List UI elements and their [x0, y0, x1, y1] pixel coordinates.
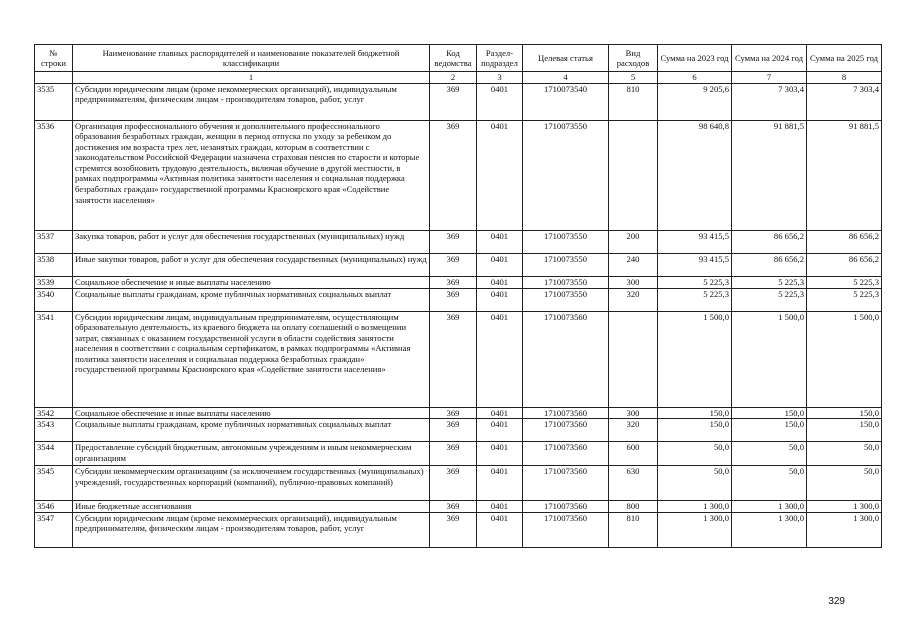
row-number: 3540	[35, 288, 73, 311]
row-number: 3544	[35, 442, 73, 466]
col-number: 8	[807, 72, 882, 84]
sum-2025: 1 300,0	[807, 501, 882, 513]
sum-2025: 150,0	[807, 419, 882, 442]
table-row	[35, 311, 882, 407]
col-number: 7	[732, 72, 807, 84]
expense-type: 300	[609, 407, 658, 419]
sum-2025: 50,0	[807, 466, 882, 501]
col-number: 6	[658, 72, 732, 84]
col-header-department-code: Код ведомства	[430, 45, 477, 72]
department-code: 369	[430, 288, 477, 311]
sum-2023: 93 415,5	[658, 230, 732, 253]
page-number: 329	[828, 596, 845, 607]
table-row	[35, 407, 882, 419]
col-number: 1	[73, 72, 430, 84]
expense-type: 810	[609, 512, 658, 547]
sum-2025: 86 656,2	[807, 230, 882, 253]
col-header-row-number: № строки	[35, 45, 73, 72]
target-article: 1710073550	[523, 230, 609, 253]
row-name: Субсидии юридическим лицам, индивидуальным предпринимателям, осуществляющим образовательную деятельность, из краевого бюджета на оплату соглашений о возмещении затрат, связанных с оказанием государственной услуги в области содействия занятости населения в соответствии с социальным сертификатом, в рамках подпрограммы «Активная политика занятости населения и социальная поддержка безработных граждан» государственной программы Красноярского края «Содействие занятости населения»	[73, 311, 430, 407]
sum-2025: 91 881,5	[807, 120, 882, 230]
sum-2023: 1 300,0	[658, 501, 732, 513]
sum-2024: 7 303,4	[732, 83, 807, 120]
department-code: 369	[430, 230, 477, 253]
section-code: 0401	[477, 288, 523, 311]
department-code: 369	[430, 419, 477, 442]
expense-type: 810	[609, 83, 658, 120]
sum-2023: 50,0	[658, 466, 732, 501]
table-row	[35, 83, 882, 120]
sum-2025: 5 225,3	[807, 276, 882, 288]
target-article: 1710073550	[523, 120, 609, 230]
row-number: 3537	[35, 230, 73, 253]
row-number: 3547	[35, 512, 73, 547]
section-code: 0401	[477, 442, 523, 466]
col-header-sum-2025: Сумма на 2025 год	[807, 45, 882, 72]
table-row	[35, 276, 882, 288]
col-header-name: Наименование главных распорядителей и наименование показателей бюджетной классификации	[73, 45, 430, 72]
expense-type: 600	[609, 442, 658, 466]
col-number: 5	[609, 72, 658, 84]
expense-type: 800	[609, 501, 658, 513]
target-article: 1710073550	[523, 276, 609, 288]
target-article: 1710073560	[523, 442, 609, 466]
sum-2024: 1 500,0	[732, 311, 807, 407]
section-code: 0401	[477, 501, 523, 513]
target-article: 1710073550	[523, 288, 609, 311]
col-number	[35, 72, 73, 84]
row-number: 3535	[35, 83, 73, 120]
sum-2025: 50,0	[807, 442, 882, 466]
sum-2023: 1 500,0	[658, 311, 732, 407]
sum-2023: 98 640,8	[658, 120, 732, 230]
expense-type: 300	[609, 276, 658, 288]
section-code: 0401	[477, 120, 523, 230]
row-name: Социальное обеспечение и иные выплаты населению	[73, 407, 430, 419]
col-header-expense-type: Вид расходов	[609, 45, 658, 72]
section-code: 0401	[477, 512, 523, 547]
col-header-section: Раздел-подраздел	[477, 45, 523, 72]
expense-type: 200	[609, 230, 658, 253]
section-code: 0401	[477, 230, 523, 253]
sum-2025: 1 300,0	[807, 512, 882, 547]
table-row	[35, 419, 882, 442]
sum-2025: 1 500,0	[807, 311, 882, 407]
section-code: 0401	[477, 83, 523, 120]
expense-type: 320	[609, 419, 658, 442]
sum-2024: 50,0	[732, 442, 807, 466]
row-number: 3545	[35, 466, 73, 501]
sum-2023: 150,0	[658, 407, 732, 419]
col-number: 2	[430, 72, 477, 84]
table-row	[35, 253, 882, 276]
target-article: 1710073550	[523, 253, 609, 276]
sum-2024: 86 656,2	[732, 253, 807, 276]
sum-2023: 9 205,6	[658, 83, 732, 120]
col-number: 3	[477, 72, 523, 84]
table-row	[35, 120, 882, 230]
table-row	[35, 230, 882, 253]
sum-2023: 1 300,0	[658, 512, 732, 547]
row-number: 3539	[35, 276, 73, 288]
row-name: Субсидии некоммерческим организациям (за исключением государственных (муниципальных) учреждений, государственных корпораций (компаний), публично-правовых компаний)	[73, 466, 430, 501]
row-number: 3546	[35, 501, 73, 513]
row-name: Субсидии юридическим лицам (кроме некоммерческих организаций), индивидуальным предпринимателям, физическим лицам - производителям товаров, работ, услуг	[73, 83, 430, 120]
sum-2025: 7 303,4	[807, 83, 882, 120]
table-row	[35, 288, 882, 311]
table-body	[35, 83, 882, 547]
row-number: 3541	[35, 311, 73, 407]
expense-type: 320	[609, 288, 658, 311]
header-row	[35, 45, 882, 72]
expense-type	[609, 311, 658, 407]
department-code: 369	[430, 442, 477, 466]
col-header-target-article: Целевая статья	[523, 45, 609, 72]
sum-2025: 5 225,3	[807, 288, 882, 311]
row-name: Иные бюджетные ассигнования	[73, 501, 430, 513]
sum-2023: 5 225,3	[658, 276, 732, 288]
target-article: 1710073560	[523, 419, 609, 442]
header-number-row	[35, 72, 882, 84]
budget-table	[34, 44, 882, 548]
department-code: 369	[430, 407, 477, 419]
col-header-sum-2023: Сумма на 2023 год	[658, 45, 732, 72]
sum-2025: 150,0	[807, 407, 882, 419]
row-name: Иные закупки товаров, работ и услуг для обеспечения государственных (муниципальных) нужд	[73, 253, 430, 276]
expense-type: 240	[609, 253, 658, 276]
sum-2024: 1 300,0	[732, 512, 807, 547]
row-number: 3543	[35, 419, 73, 442]
department-code: 369	[430, 83, 477, 120]
sum-2024: 50,0	[732, 466, 807, 501]
section-code: 0401	[477, 253, 523, 276]
table-row	[35, 442, 882, 466]
section-code: 0401	[477, 407, 523, 419]
department-code: 369	[430, 120, 477, 230]
sum-2024: 150,0	[732, 419, 807, 442]
table-row	[35, 466, 882, 501]
row-name: Закупка товаров, работ и услуг для обеспечения государственных (муниципальных) нужд	[73, 230, 430, 253]
sum-2023: 50,0	[658, 442, 732, 466]
department-code: 369	[430, 311, 477, 407]
section-code: 0401	[477, 419, 523, 442]
sum-2024: 5 225,3	[732, 288, 807, 311]
department-code: 369	[430, 466, 477, 501]
target-article: 1710073560	[523, 512, 609, 547]
department-code: 369	[430, 253, 477, 276]
target-article: 1710073560	[523, 501, 609, 513]
section-code: 0401	[477, 276, 523, 288]
expense-type: 630	[609, 466, 658, 501]
department-code: 369	[430, 276, 477, 288]
expense-type	[609, 120, 658, 230]
sum-2023: 93 415,5	[658, 253, 732, 276]
col-header-sum-2024: Сумма на 2024 год	[732, 45, 807, 72]
table-row	[35, 501, 882, 513]
sum-2023: 5 225,3	[658, 288, 732, 311]
section-code: 0401	[477, 466, 523, 501]
target-article: 1710073540	[523, 83, 609, 120]
sum-2024: 5 225,3	[732, 276, 807, 288]
sum-2024: 150,0	[732, 407, 807, 419]
sum-2025: 86 656,2	[807, 253, 882, 276]
department-code: 369	[430, 501, 477, 513]
row-name: Субсидии юридическим лицам (кроме некоммерческих организаций), индивидуальным предпринимателям, физическим лицам - производителям товаров, работ, услуг	[73, 512, 430, 547]
table-row	[35, 512, 882, 547]
sum-2024: 1 300,0	[732, 501, 807, 513]
section-code: 0401	[477, 311, 523, 407]
row-name: Социальные выплаты гражданам, кроме публичных нормативных социальных выплат	[73, 419, 430, 442]
row-number: 3536	[35, 120, 73, 230]
target-article: 1710073560	[523, 407, 609, 419]
sum-2024: 91 881,5	[732, 120, 807, 230]
sum-2024: 86 656,2	[732, 230, 807, 253]
row-name: Предоставление субсидий бюджетным, автономным учреждениям и иным некоммерческим организациям	[73, 442, 430, 466]
row-name: Организация профессионального обучения и дополнительного профессионального образования безработных граждан, женщин в период отпуска по уходу за ребенком до достижения им возраста трех лет, незанятых граждан, которым в соответствии с законодательством Российской Федерации назначена страховая пенсия по старости и которые стремятся возобновить трудовую деятельность, включая обучение в другой местности, в рамках подпрограммы «Активная политика занятости населения и социальная поддержка безработных граждан» государственной программы Красноярского края «Содействие занятости населения»	[73, 120, 430, 230]
department-code: 369	[430, 512, 477, 547]
sum-2023: 150,0	[658, 419, 732, 442]
row-name: Социальное обеспечение и иные выплаты населению	[73, 276, 430, 288]
col-number: 4	[523, 72, 609, 84]
target-article: 1710073560	[523, 311, 609, 407]
row-number: 3542	[35, 407, 73, 419]
row-name: Социальные выплаты гражданам, кроме публичных нормативных социальных выплат	[73, 288, 430, 311]
row-number: 3538	[35, 253, 73, 276]
target-article: 1710073560	[523, 466, 609, 501]
